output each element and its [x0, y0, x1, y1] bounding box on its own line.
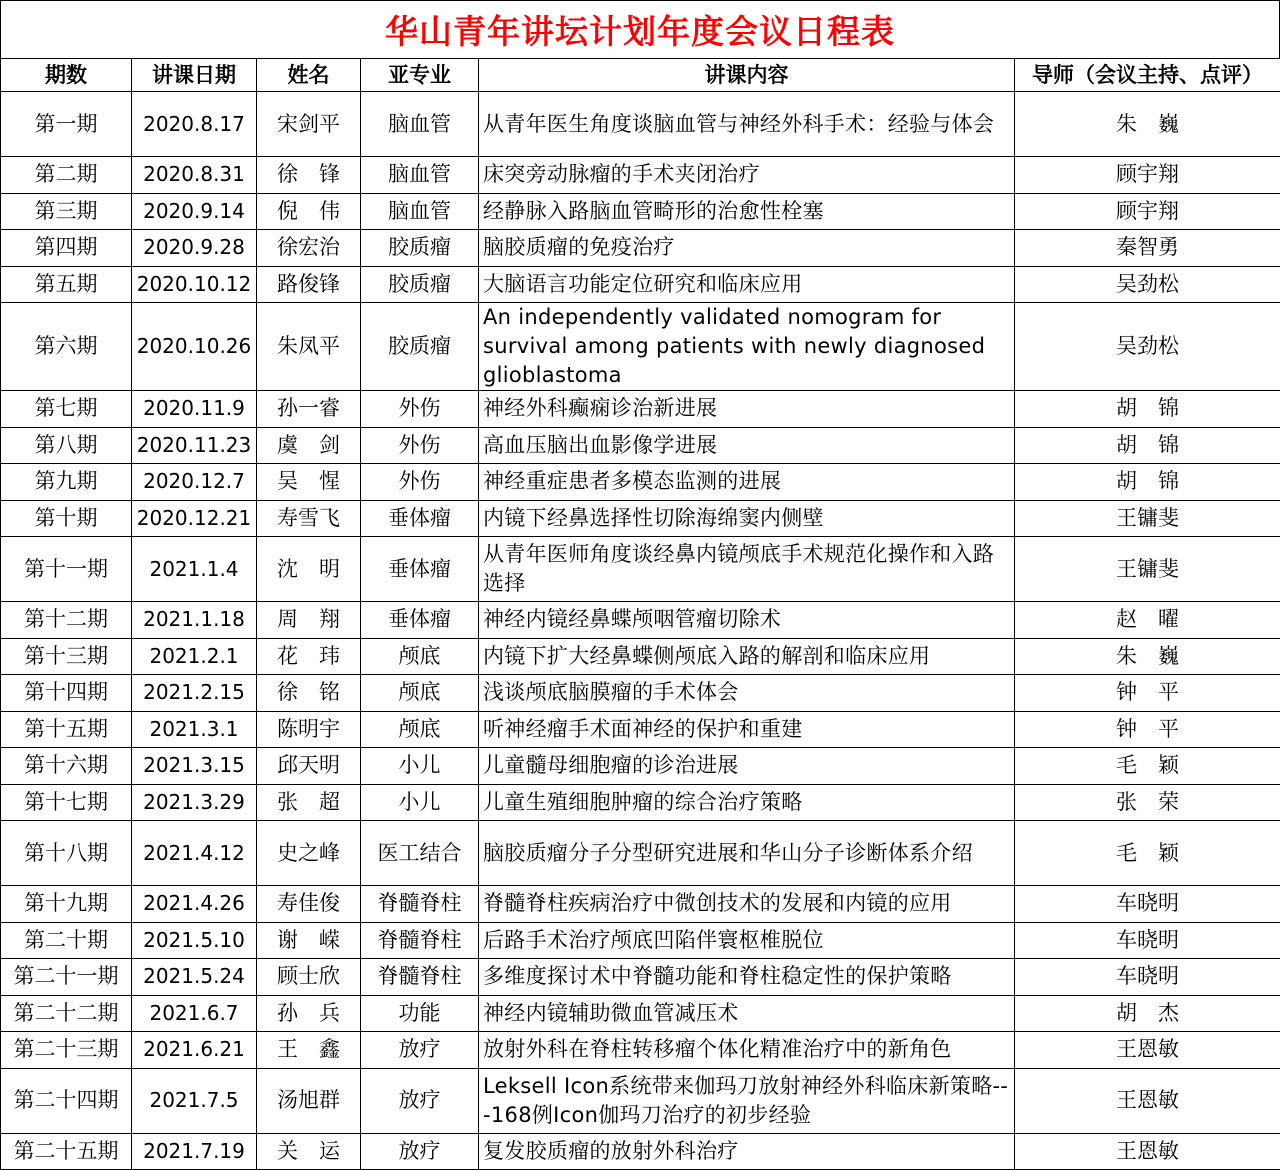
table-row	[1, 303, 1280, 391]
cell-period: 第二十期	[1, 922, 132, 959]
header-name: 姓名	[257, 59, 361, 92]
cell-date: 2021.6.7	[132, 995, 257, 1032]
cell-date: 2021.1.4	[132, 537, 257, 602]
table-row	[1, 995, 1280, 1032]
table-row	[1, 391, 1280, 428]
cell-period: 第二十四期	[1, 1068, 132, 1133]
cell-content: 儿童生殖细胞肿瘤的综合治疗策略	[479, 784, 1015, 821]
cell-mentor: 张 荣	[1015, 784, 1280, 821]
table-row	[1, 675, 1280, 712]
cell-period: 第二十一期	[1, 959, 132, 996]
cell-subspecialty: 外伤	[361, 391, 479, 428]
cell-name: 邱天明	[257, 748, 361, 785]
cell-mentor: 毛 颖	[1015, 748, 1280, 785]
cell-content: 后路手术治疗颅底凹陷伴寰枢椎脱位	[479, 922, 1015, 959]
cell-mentor: 王恩敏	[1015, 1068, 1280, 1133]
table-row	[1, 157, 1280, 194]
cell-date: 2020.9.28	[132, 230, 257, 267]
header-period: 期数	[1, 59, 132, 92]
cell-subspecialty: 垂体瘤	[361, 602, 479, 639]
cell-subspecialty: 胶质瘤	[361, 230, 479, 267]
page-title: 华山青年讲坛计划年度会议日程表	[385, 6, 895, 53]
cell-name: 沈 明	[257, 537, 361, 602]
header-row	[1, 59, 1280, 92]
cell-date: 2020.8.17	[132, 92, 257, 157]
cell-name: 陈明宇	[257, 711, 361, 748]
cell-name: 徐 铭	[257, 675, 361, 712]
table-row	[1, 922, 1280, 959]
cell-content: 神经外科癫痫诊治新进展	[479, 391, 1015, 428]
cell-mentor: 王镛斐	[1015, 500, 1280, 537]
cell-name: 顾士欣	[257, 959, 361, 996]
cell-content: 多维度探讨术中脊髓功能和脊柱稳定性的保护策略	[479, 959, 1015, 996]
cell-mentor: 车晓明	[1015, 922, 1280, 959]
cell-date: 2021.4.12	[132, 821, 257, 886]
cell-subspecialty: 胶质瘤	[361, 266, 479, 303]
cell-mentor: 钟 平	[1015, 711, 1280, 748]
cell-period: 第八期	[1, 427, 132, 464]
cell-content: 听神经瘤手术面神经的保护和重建	[479, 711, 1015, 748]
cell-date: 2020.10.26	[132, 303, 257, 391]
cell-mentor: 吴劲松	[1015, 266, 1280, 303]
cell-period: 第十三期	[1, 638, 132, 675]
cell-subspecialty: 颅底	[361, 711, 479, 748]
cell-subspecialty: 脊髓脊柱	[361, 959, 479, 996]
cell-name: 汤旭群	[257, 1068, 361, 1133]
cell-mentor: 顾宇翔	[1015, 157, 1280, 194]
cell-content: 内镜下扩大经鼻蝶侧颅底入路的解剖和临床应用	[479, 638, 1015, 675]
cell-name: 孙 兵	[257, 995, 361, 1032]
table-row	[1, 602, 1280, 639]
cell-subspecialty: 垂体瘤	[361, 537, 479, 602]
cell-period: 第九期	[1, 464, 132, 501]
cell-mentor: 王镛斐	[1015, 537, 1280, 602]
table-row	[1, 500, 1280, 537]
table-row	[1, 1068, 1280, 1133]
cell-period: 第十一期	[1, 537, 132, 602]
cell-subspecialty: 脊髓脊柱	[361, 922, 479, 959]
cell-date: 2020.11.9	[132, 391, 257, 428]
cell-content: 从青年医生角度谈脑血管与神经外科手术：经验与体会	[479, 92, 1015, 157]
cell-date: 2021.7.5	[132, 1068, 257, 1133]
title-row	[0, 0, 1280, 58]
cell-subspecialty: 颅底	[361, 675, 479, 712]
cell-date: 2021.5.10	[132, 922, 257, 959]
cell-content: 大脑语言功能定位研究和临床应用	[479, 266, 1015, 303]
table-body	[1, 92, 1280, 1170]
cell-mentor: 朱 巍	[1015, 92, 1280, 157]
table-row	[1, 821, 1280, 886]
cell-period: 第七期	[1, 391, 132, 428]
table-row	[1, 711, 1280, 748]
cell-period: 第五期	[1, 266, 132, 303]
cell-subspecialty: 小儿	[361, 784, 479, 821]
cell-mentor: 朱 巍	[1015, 638, 1280, 675]
cell-date: 2021.7.19	[132, 1133, 257, 1170]
table-row	[1, 748, 1280, 785]
cell-name: 徐 锋	[257, 157, 361, 194]
cell-date: 2020.12.7	[132, 464, 257, 501]
table-row	[1, 464, 1280, 501]
cell-name: 关 运	[257, 1133, 361, 1170]
cell-mentor: 车晓明	[1015, 959, 1280, 996]
cell-subspecialty: 脑血管	[361, 193, 479, 230]
cell-content: Leksell Icon系统带来伽玛刀放射神经外科临床新策略---168例Icon伽玛刀治疗的初步经验	[479, 1068, 1015, 1133]
cell-date: 2021.3.1	[132, 711, 257, 748]
cell-date: 2021.3.29	[132, 784, 257, 821]
cell-mentor: 王恩敏	[1015, 1032, 1280, 1069]
cell-subspecialty: 放疗	[361, 1032, 479, 1069]
cell-period: 第十二期	[1, 602, 132, 639]
cell-subspecialty: 放疗	[361, 1068, 479, 1133]
cell-date: 2021.2.15	[132, 675, 257, 712]
table-row	[1, 638, 1280, 675]
cell-date: 2021.2.1	[132, 638, 257, 675]
cell-mentor: 胡 锦	[1015, 391, 1280, 428]
cell-period: 第十八期	[1, 821, 132, 886]
cell-content: 神经重症患者多模态监测的进展	[479, 464, 1015, 501]
cell-content: 经静脉入路脑血管畸形的治愈性栓塞	[479, 193, 1015, 230]
cell-name: 寿雪飞	[257, 500, 361, 537]
cell-name: 周 翔	[257, 602, 361, 639]
cell-subspecialty: 脊髓脊柱	[361, 886, 479, 923]
cell-content: 床突旁动脉瘤的手术夹闭治疗	[479, 157, 1015, 194]
cell-content: 复发胶质瘤的放射外科治疗	[479, 1133, 1015, 1170]
cell-date: 2021.5.24	[132, 959, 257, 996]
cell-content: 放射外科在脊柱转移瘤个体化精准治疗中的新角色	[479, 1032, 1015, 1069]
cell-mentor: 胡 锦	[1015, 427, 1280, 464]
table-row	[1, 959, 1280, 996]
cell-mentor: 钟 平	[1015, 675, 1280, 712]
cell-period: 第十六期	[1, 748, 132, 785]
cell-subspecialty: 医工结合	[361, 821, 479, 886]
cell-period: 第二期	[1, 157, 132, 194]
cell-content: 高血压脑出血影像学进展	[479, 427, 1015, 464]
cell-mentor: 秦智勇	[1015, 230, 1280, 267]
cell-subspecialty: 脑血管	[361, 157, 479, 194]
cell-name: 路俊锋	[257, 266, 361, 303]
cell-date: 2020.9.14	[132, 193, 257, 230]
cell-name: 史之峰	[257, 821, 361, 886]
cell-period: 第三期	[1, 193, 132, 230]
cell-mentor: 吴劲松	[1015, 303, 1280, 391]
cell-mentor: 车晓明	[1015, 886, 1280, 923]
cell-content: 内镜下经鼻选择性切除海绵窦内侧壁	[479, 500, 1015, 537]
cell-subspecialty: 功能	[361, 995, 479, 1032]
cell-period: 第十五期	[1, 711, 132, 748]
cell-content: 神经内镜经鼻蝶颅咽管瘤切除术	[479, 602, 1015, 639]
cell-content: An independently validated nomogram for survival among patients with newly diagnosed glioblastoma	[479, 303, 1015, 391]
schedule-table	[0, 58, 1280, 1170]
cell-period: 第十九期	[1, 886, 132, 923]
cell-subspecialty: 外伤	[361, 427, 479, 464]
cell-content: 脑胶质瘤的免疫治疗	[479, 230, 1015, 267]
cell-name: 倪 伟	[257, 193, 361, 230]
cell-name: 徐宏治	[257, 230, 361, 267]
table-row	[1, 230, 1280, 267]
cell-subspecialty: 小儿	[361, 748, 479, 785]
cell-name: 花 玮	[257, 638, 361, 675]
cell-name: 孙一睿	[257, 391, 361, 428]
cell-mentor: 胡 锦	[1015, 464, 1280, 501]
cell-period: 第二十二期	[1, 995, 132, 1032]
cell-mentor: 顾宇翔	[1015, 193, 1280, 230]
cell-date: 2020.12.21	[132, 500, 257, 537]
table-row	[1, 784, 1280, 821]
header-date: 讲课日期	[132, 59, 257, 92]
table-row	[1, 1133, 1280, 1170]
cell-date: 2021.4.26	[132, 886, 257, 923]
cell-subspecialty: 垂体瘤	[361, 500, 479, 537]
table-row	[1, 92, 1280, 157]
cell-mentor: 王恩敏	[1015, 1133, 1280, 1170]
cell-period: 第一期	[1, 92, 132, 157]
header-content: 讲课内容	[479, 59, 1015, 92]
cell-date: 2021.1.18	[132, 602, 257, 639]
cell-name: 张 超	[257, 784, 361, 821]
table-row	[1, 193, 1280, 230]
cell-period: 第二十五期	[1, 1133, 132, 1170]
cell-content: 脊髓脊柱疾病治疗中微创技术的发展和内镜的应用	[479, 886, 1015, 923]
cell-period: 第六期	[1, 303, 132, 391]
cell-date: 2021.6.21	[132, 1032, 257, 1069]
cell-name: 朱凤平	[257, 303, 361, 391]
cell-content: 从青年医师角度谈经鼻内镜颅底手术规范化操作和入路选择	[479, 537, 1015, 602]
cell-content: 神经内镜辅助微血管减压术	[479, 995, 1015, 1032]
header-subspecialty: 亚专业	[361, 59, 479, 92]
cell-date: 2021.3.15	[132, 748, 257, 785]
cell-period: 第十四期	[1, 675, 132, 712]
cell-subspecialty: 放疗	[361, 1133, 479, 1170]
cell-date: 2020.8.31	[132, 157, 257, 194]
cell-content: 脑胶质瘤分子分型研究进展和华山分子诊断体系介绍	[479, 821, 1015, 886]
table-row	[1, 886, 1280, 923]
cell-name: 虞 剑	[257, 427, 361, 464]
cell-mentor: 毛 颖	[1015, 821, 1280, 886]
table-row	[1, 537, 1280, 602]
cell-content: 浅谈颅底脑膜瘤的手术体会	[479, 675, 1015, 712]
cell-content: 儿童髓母细胞瘤的诊治进展	[479, 748, 1015, 785]
cell-subspecialty: 脑血管	[361, 92, 479, 157]
table-row	[1, 266, 1280, 303]
cell-date: 2020.11.23	[132, 427, 257, 464]
cell-mentor: 赵 曜	[1015, 602, 1280, 639]
cell-period: 第四期	[1, 230, 132, 267]
cell-name: 吴 惺	[257, 464, 361, 501]
table-row	[1, 1032, 1280, 1069]
cell-period: 第二十三期	[1, 1032, 132, 1069]
cell-date: 2020.10.12	[132, 266, 257, 303]
cell-name: 宋剑平	[257, 92, 361, 157]
header-mentor: 导师（会议主持、点评）	[1015, 59, 1280, 92]
table-row	[1, 427, 1280, 464]
cell-name: 谢 嵘	[257, 922, 361, 959]
cell-subspecialty: 胶质瘤	[361, 303, 479, 391]
cell-period: 第十期	[1, 500, 132, 537]
cell-name: 寿佳俊	[257, 886, 361, 923]
cell-name: 王 鑫	[257, 1032, 361, 1069]
cell-period: 第十七期	[1, 784, 132, 821]
cell-mentor: 胡 杰	[1015, 995, 1280, 1032]
cell-subspecialty: 外伤	[361, 464, 479, 501]
cell-subspecialty: 颅底	[361, 638, 479, 675]
